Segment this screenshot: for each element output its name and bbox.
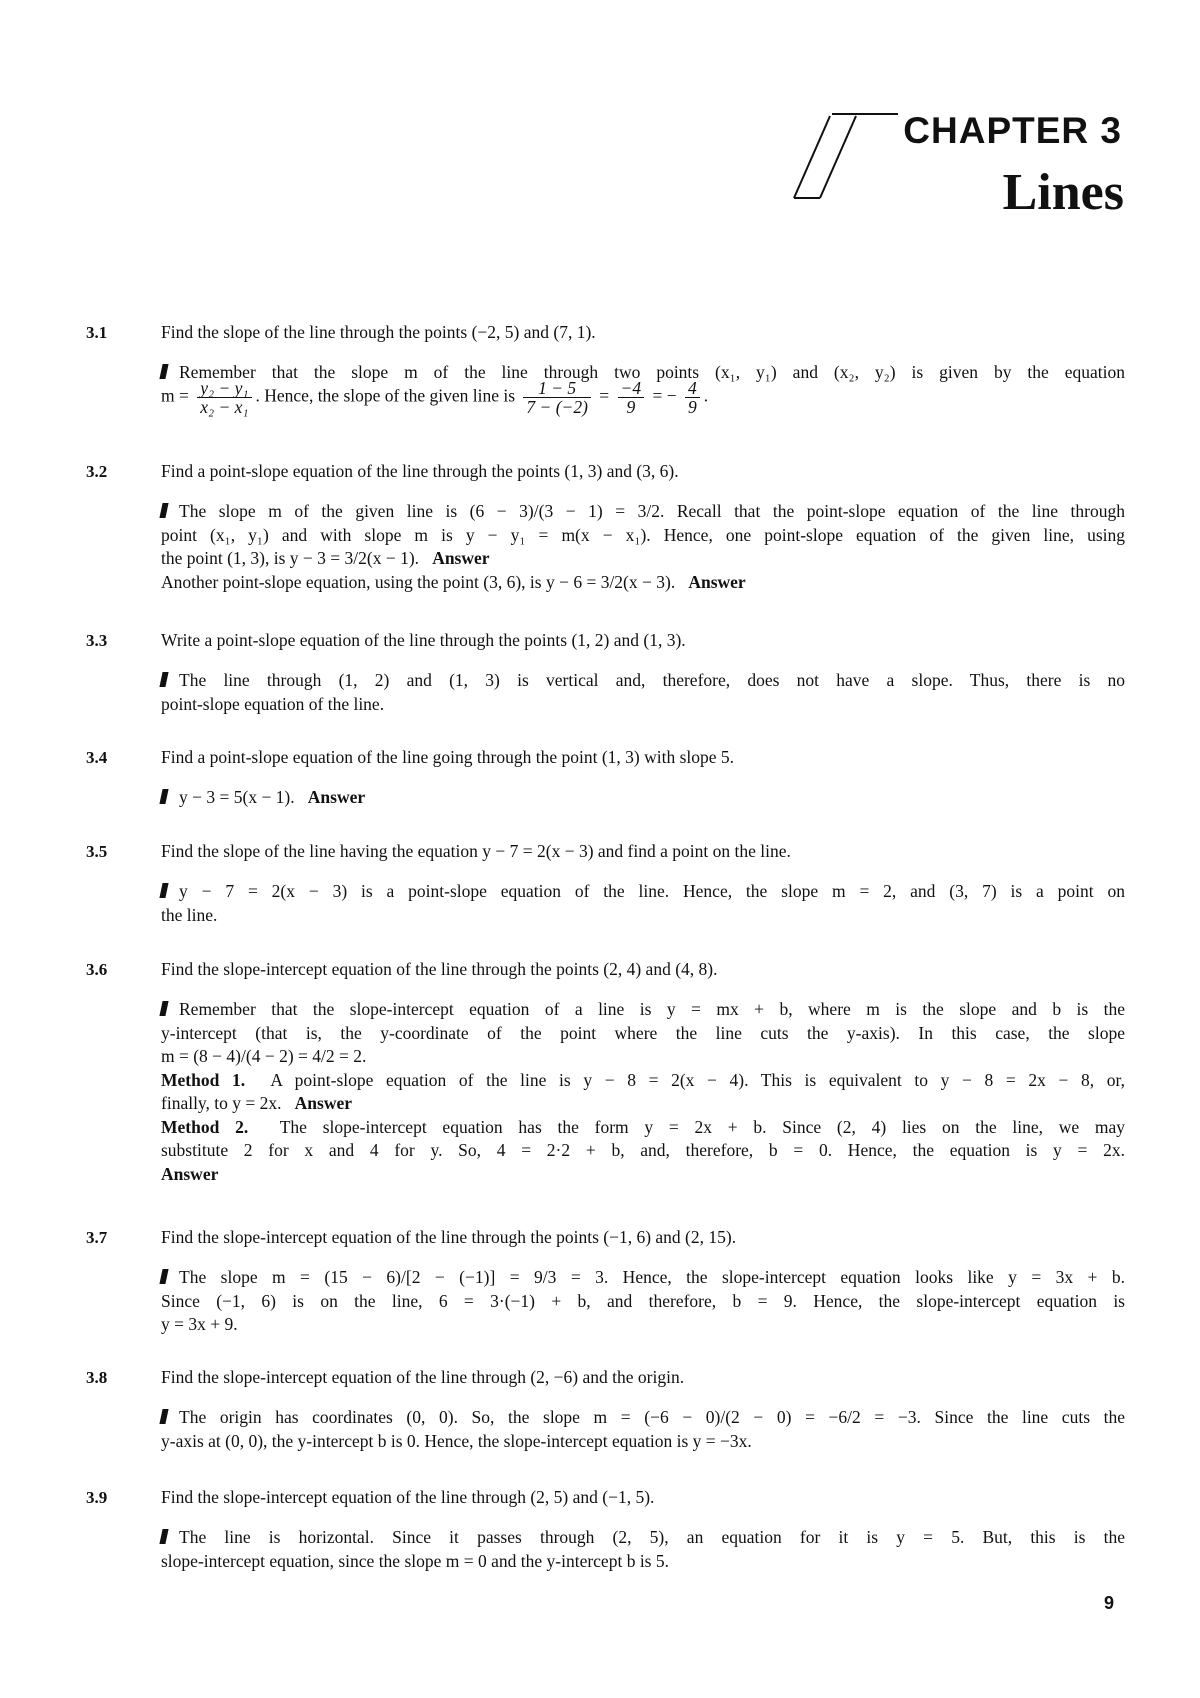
answer-marker-icon [159, 672, 168, 687]
answer-label: Answer [161, 1163, 219, 1184]
answer-label: Answer [307, 787, 366, 807]
chapter-title: Lines [1002, 164, 1124, 221]
problem-answer: Remember that the slope m of the line through two points (x₁, y₁) and (x₂, y₂) is given by the equation m = $\frac{\text{y₂ − y₁}}{\text{x₂ − x₁}}$ . Hence, the slope of the given line is $\frac{1 - 5}{7 - (-2)}$ = $\frac{-4}{9}$ = − $\frac{4}{9}$ . [161, 362, 1125, 417]
problem-answer: y − 7 = 2(x − 3) is a point-slope equation of the line. Hence, the slope m = 2, and (3, 7) is a point on the line. [161, 881, 1125, 925]
problem-number: 3.1 [86, 323, 108, 342]
answer-marker-icon [159, 789, 168, 804]
problem-number: 3.3 [86, 631, 108, 650]
method-label: Method 2. [161, 1116, 249, 1137]
problem-number: 3.4 [86, 748, 108, 767]
chapter-slash-decoration [792, 112, 902, 212]
answer-marker-icon [159, 1269, 168, 1284]
problem-question: Find the slope of the line having the equation y − 7 = 2(x − 3) and find a point on the line. [161, 841, 791, 861]
page-number: 9 [1103, 1593, 1114, 1613]
problem-question: Find the slope-intercept equation of the line through the points (2, 4) and (4, 8). [161, 959, 718, 979]
problem-question: Find a point-slope equation of the line through the points (1, 3) and (3, 6). [161, 461, 679, 481]
answer-label: Answer [688, 571, 746, 592]
answer-label: Answer [432, 548, 490, 568]
problem-number: 3.9 [86, 1488, 108, 1507]
slope-formula: $\frac{\text{y₂ − y₁}}{\text{x₂ − x₁}}$ [197, 379, 251, 416]
problem-number: 3.8 [86, 1368, 108, 1387]
chapter-label: CHAPTER 3 [903, 110, 1122, 151]
problem-answer: The slope m = (15 − 6)/[2 − (−1)] = 9/3 = 3. Hence, the slope-intercept equation looks like y = 3x + b. Since (−1, 6) is on the line, 6 = 3·(−1) + b, and therefore, b = 9. Hence, the slope-intercept equation is y = 3x + 9. [161, 1267, 1125, 1334]
answer-marker-icon [159, 364, 168, 379]
answer-marker-icon [159, 503, 168, 518]
problem-answer: The line through (1, 2) and (1, 3) is vertical and, therefore, does not have a slope. Thus, there is no point-slope equation of the line. [161, 670, 1125, 714]
problem-question: Write a point-slope equation of the line through the points (1, 2) and (1, 3). [161, 630, 686, 650]
answer-label: Answer [294, 1093, 353, 1113]
problem-answer: Remember that the slope-intercept equation of a line is y = mx + b, where m is the slope and b is the y-intercept (that is, the y-coordinate of the point where the line cuts the y-axis). In this case, the slope m = (8 − 4)/(4 − 2) = 4/2 = 2. Method 1. A point-slope equation of the line is y − 8 = 2(x − 4). This is equivalent to y − 8 = 2x − 8, or, finally, to y = 2x. Answer Method 2. The slope-intercept equation has the form y = 2x + b. Since (2, 4) lies on the line, we may substitute 2 for x and 4 for y. So, 4 = 2·2 + b, and, therefore, b = 0. Hence, the equation is y = 2x. Answer [161, 998, 1125, 1186]
problem-answer: y − 3 = 5(x − 1). Answer [161, 786, 1125, 810]
answer-marker-icon [159, 1001, 168, 1016]
answer-marker-icon [159, 883, 168, 898]
problem-number: 3.6 [86, 960, 108, 979]
slope-calc: $\frac{1 - 5}{7 - (-2)}$ [523, 379, 591, 416]
problem-number: 3.5 [86, 842, 108, 861]
answer-marker-icon [159, 1409, 168, 1424]
problem-question: Find the slope of the line through the points (−2, 5) and (7, 1). [161, 322, 596, 342]
problem-number: 3.2 [86, 462, 108, 481]
problem-question: Find the slope-intercept equation of the line through (2, −6) and the origin. [161, 1367, 685, 1387]
problem-answer: The line is horizontal. Since it passes through (2, 5), an equation for it is y = 5. But, this is the slope-intercept equation, since the slope m = 0 and the y-intercept b is 5. [161, 1527, 1125, 1571]
problem-answer: The slope m of the given line is (6 − 3)/(3 − 1) = 3/2. Recall that the point-slope equation of the line through point (x₁, y₁) and with slope m is y − y₁ = m(x − x₁). Hence, one point-slope equation of the given line, using the point (1, 3), is y − 3 = 3/2(x − 1). Answer Another point-slope equation, using the point (3, 6), is y − 6 = 3/2(x − 3). Answer [161, 501, 1125, 592]
problem-question: Find the slope-intercept equation of the line through the points (−1, 6) and (2, 15). [161, 1227, 737, 1247]
problem-question: Find a point-slope equation of the line going through the point (1, 3) with slope 5. [161, 747, 735, 767]
problem-question: Find the slope-intercept equation of the line through (2, 5) and (−1, 5). [161, 1487, 655, 1507]
problem-answer: The origin has coordinates (0, 0). So, the slope m = (−6 − 0)/(2 − 0) = −6/2 = −3. Since the line cuts the y-axis at (0, 0), the y-intercept b is 0. Hence, the slope-intercept equation is y = −3x. [161, 1407, 1125, 1451]
method-label: Method 1. [161, 1069, 246, 1090]
answer-marker-icon [159, 1529, 168, 1544]
problem-number: 3.7 [86, 1228, 108, 1247]
